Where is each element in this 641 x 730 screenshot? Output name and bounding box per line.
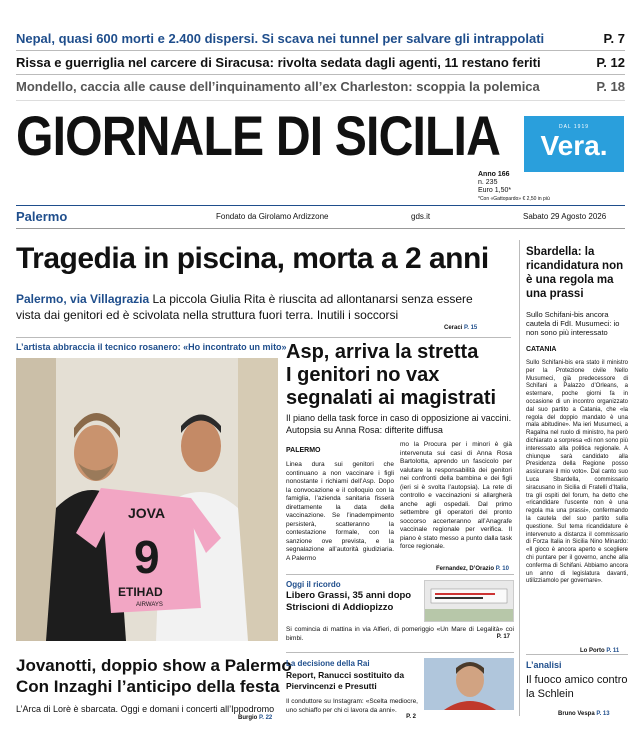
credit: Bruno Vespa	[558, 711, 595, 717]
photo-illustration	[16, 358, 278, 641]
shirt-sponsor-sub: AIRWAYS	[136, 602, 163, 608]
jova-title-line1: Jovanotti, doppio show a Palermo	[16, 656, 292, 675]
vera-logo: Vera.	[540, 130, 608, 161]
lead-summary	[16, 291, 484, 323]
lead-credit	[444, 325, 477, 331]
shirt-sponsor: ETIHAD	[118, 585, 163, 599]
vera-small: DAL 1919	[558, 124, 590, 130]
divider	[526, 654, 628, 655]
shirt-name: JOVA	[128, 505, 166, 521]
vax-title[interactable]	[286, 341, 516, 410]
lead-title[interactable]: Tragedia in piscina, morta a 2 anni	[16, 242, 489, 275]
vax-subtitle: Il piano della task force in caso di opposizione ai vaccini. Autopsia su Anna Rosa: difterite diffusa	[286, 413, 512, 435]
grassi-page: P. 17	[496, 634, 510, 640]
issue-date: Sabato 29 Agosto 2026	[523, 211, 607, 221]
top-headline-1[interactable]	[16, 26, 625, 50]
grassi-photo-illustration	[425, 581, 513, 621]
rai-title[interactable]: Report, Ranucci sostituito da Piervincenzi e Presutti	[286, 670, 405, 691]
page-ref: P. 12	[596, 54, 625, 70]
divider	[16, 100, 625, 101]
vax-credit	[436, 566, 509, 572]
vax-col2: mo la Procura per i minori è già intervenuta sui casi di Anna Rosa Bartolotta, aprendo un fascicolo per valutare la responsabilità dei genitori nei confronti della bambina e dei figli (ieri si è svolta l’autopsia). La rete di controllo e vaccinazioni si allargherà anche agli ospedali. Dal primo settembre gli operatori dei pronto soccorso accerteranno all’Anagrafe vaccinale regionale per verifica. Il piano è stato messo a punto dalla task force regionale.	[400, 441, 512, 550]
masthead-info	[478, 171, 550, 203]
site-link[interactable]: gds.it	[411, 211, 431, 221]
numero: n. 235	[478, 179, 498, 186]
shirt-number: 9	[134, 531, 160, 583]
prezzo-nota: *Con «Gattopardo» € 2,50 in più	[478, 196, 550, 202]
sbardella-title[interactable]: Sbardella: la ricandidatura non è una regola ma una prassi	[526, 246, 624, 300]
column-divider	[519, 240, 520, 716]
vax-title-line2: I genitori no vax	[286, 364, 440, 386]
divider	[286, 652, 514, 653]
rai-kicker: La decisione della Rai	[286, 659, 370, 668]
jova-credit	[238, 715, 272, 721]
grassi-title[interactable]: Libero Grassi, 35 anni dopo Striscioni di Addiopizzo	[286, 590, 412, 613]
divider	[286, 574, 514, 575]
lead-place: Palermo, via Villagrazia	[16, 292, 150, 306]
headline-text: Mondello, caccia alle cause dell’inquinamento all’ex Charleston: scoppia la polemica	[16, 78, 540, 94]
page-ref: P. 18	[596, 78, 625, 94]
rai-text: Il conduttore su Instagram: «Scelta mediocre, uno schiaffo per chi ci lavora da anni».	[286, 698, 418, 714]
page-ref: P. 7	[603, 30, 625, 46]
prezzo: Euro 1,50*	[478, 187, 512, 194]
top-headline-3[interactable]	[16, 74, 625, 98]
vax-title-line1: Asp, arriva la stretta	[286, 341, 479, 363]
page-ref: P. 15	[464, 325, 478, 331]
headline-text: Rissa e guerriglia nel carcere di Siracusa: rivolta sedata dagli agenti, 11 restano feriti	[16, 54, 541, 70]
headline-text: Nepal, quasi 600 morti e 2.400 dispersi. Si scava nei tunnel per salvare gli intrappolati	[16, 30, 545, 46]
grassi-photo[interactable]	[424, 580, 514, 622]
page-ref: P. 13	[596, 711, 610, 717]
analisi-kicker: L’analisi	[526, 660, 562, 670]
photo-jovanotti-inzaghi[interactable]	[16, 358, 278, 641]
credit: Ceraci	[444, 325, 463, 331]
rai-photo[interactable]	[424, 658, 514, 710]
analisi-credit	[558, 711, 610, 717]
divider	[16, 337, 511, 338]
divider	[16, 228, 625, 229]
jova-title[interactable]	[16, 655, 292, 697]
founder: Fondato da Girolamo Ardizzone	[216, 211, 329, 221]
vax-label: PALERMO	[286, 447, 321, 454]
photo-caption: L’artista abbraccia il tecnico rosanero: «Ho incontrato un mito»	[16, 342, 287, 352]
edition-city: Palermo	[16, 208, 68, 224]
sbardella-sub: Sullo Schifani-bis ancora cautela di FdI. Musumeci: io non sono più interessato	[526, 310, 620, 337]
rai-page: P. 2	[406, 714, 416, 720]
top-headline-2[interactable]	[16, 50, 625, 74]
jova-text: L’Arca di Lorè è sbarcata. Oggi e domani i concerti all’Ippodromo	[16, 704, 275, 714]
credit: Burgio	[238, 715, 258, 721]
grassi-text: Si comincia di mattina in via Alfieri, di pomeriggio «Un Mare di Legalità» coi bimbi.	[286, 626, 514, 642]
analisi-title[interactable]: Il fuoco amico contro la Schlein	[526, 674, 628, 700]
vax-col1: Linea dura sui genitori che continuano a non vaccinare i figli nonostante i richiami dell’Asp. Dopo la convocazione e il colloquio con la famiglia, l’azienda sanitaria fisserà direttamente la data della vaccinazione. Se l’inadempimento persisterà, scatteranno la contestazione formale, con la sanzione ove prevista, e la segnalazione all’autorità giudiziaria. A Palermo	[286, 461, 394, 562]
sbardella-label: CATANIA	[526, 346, 557, 353]
vera-ad[interactable]	[524, 116, 624, 172]
credit: Fernandez, D’Orazio	[436, 566, 495, 572]
vax-title-line3: segnalati ai magistrati	[286, 387, 497, 409]
jova-title-line2: Con Inzaghi l’anticipo della festa	[16, 677, 280, 696]
page-ref: P. 11	[606, 648, 620, 654]
sbardella-text: Sullo Schifani-bis era stato il ministro per la Protezione civile Nello Musumeci, già predecessore di Schifani a Palazzo d’Orleans, a esternare, poche giorni fa in occasione di un incontro organizzato dal suo partito a Catania, che «la regola del doppio mandato è una mala abitudine». Ma ieri Musumeci, a Ragalna nel ruolo di ministro, ha però dichiarato a sorpresa «di non sono più interessato alla politica regionale. A chiunque sarà candidato alla Presidenza della Regione posso assicurare il mio voto». Dal canto suo Luca Sbardella, commissario siracusano in Sicilia di Fratelli d’Italia, tra gli ospiti del forum, ha detto che «ricandidare l’uscente non è una regola ma una prassi», confermando la cautela del suo partito sulla questione. Sul tema ricandidature è intervenuto a distanza il commissario di Forza Italia in Sicilia Nino Minardo: «Il gioco è ancora aperto e scegliere chi puntare per il governo, anche alla conferma di Schifani. Abbiamo ancora un anno di legislatura davanti, utilizziamolo per governare».	[526, 360, 628, 585]
anno: Anno 166	[478, 171, 510, 178]
page-ref: P. 22	[259, 715, 273, 721]
dateline	[16, 206, 625, 226]
grassi-kicker: Oggi il ricordo	[286, 580, 341, 589]
credit: Lo Porto	[580, 648, 605, 654]
page-ref: P. 10	[495, 566, 509, 572]
rai-photo-illustration	[424, 658, 514, 710]
lead-text: La piccola Giulia Rita è riuscita ad allontanarsi senza essere vista dai genitori ed è scivolata nella struttura fuori terra. Inutili i soccorsi	[16, 292, 473, 322]
masthead-title: GIORNALE DI SICILIA	[16, 104, 501, 167]
